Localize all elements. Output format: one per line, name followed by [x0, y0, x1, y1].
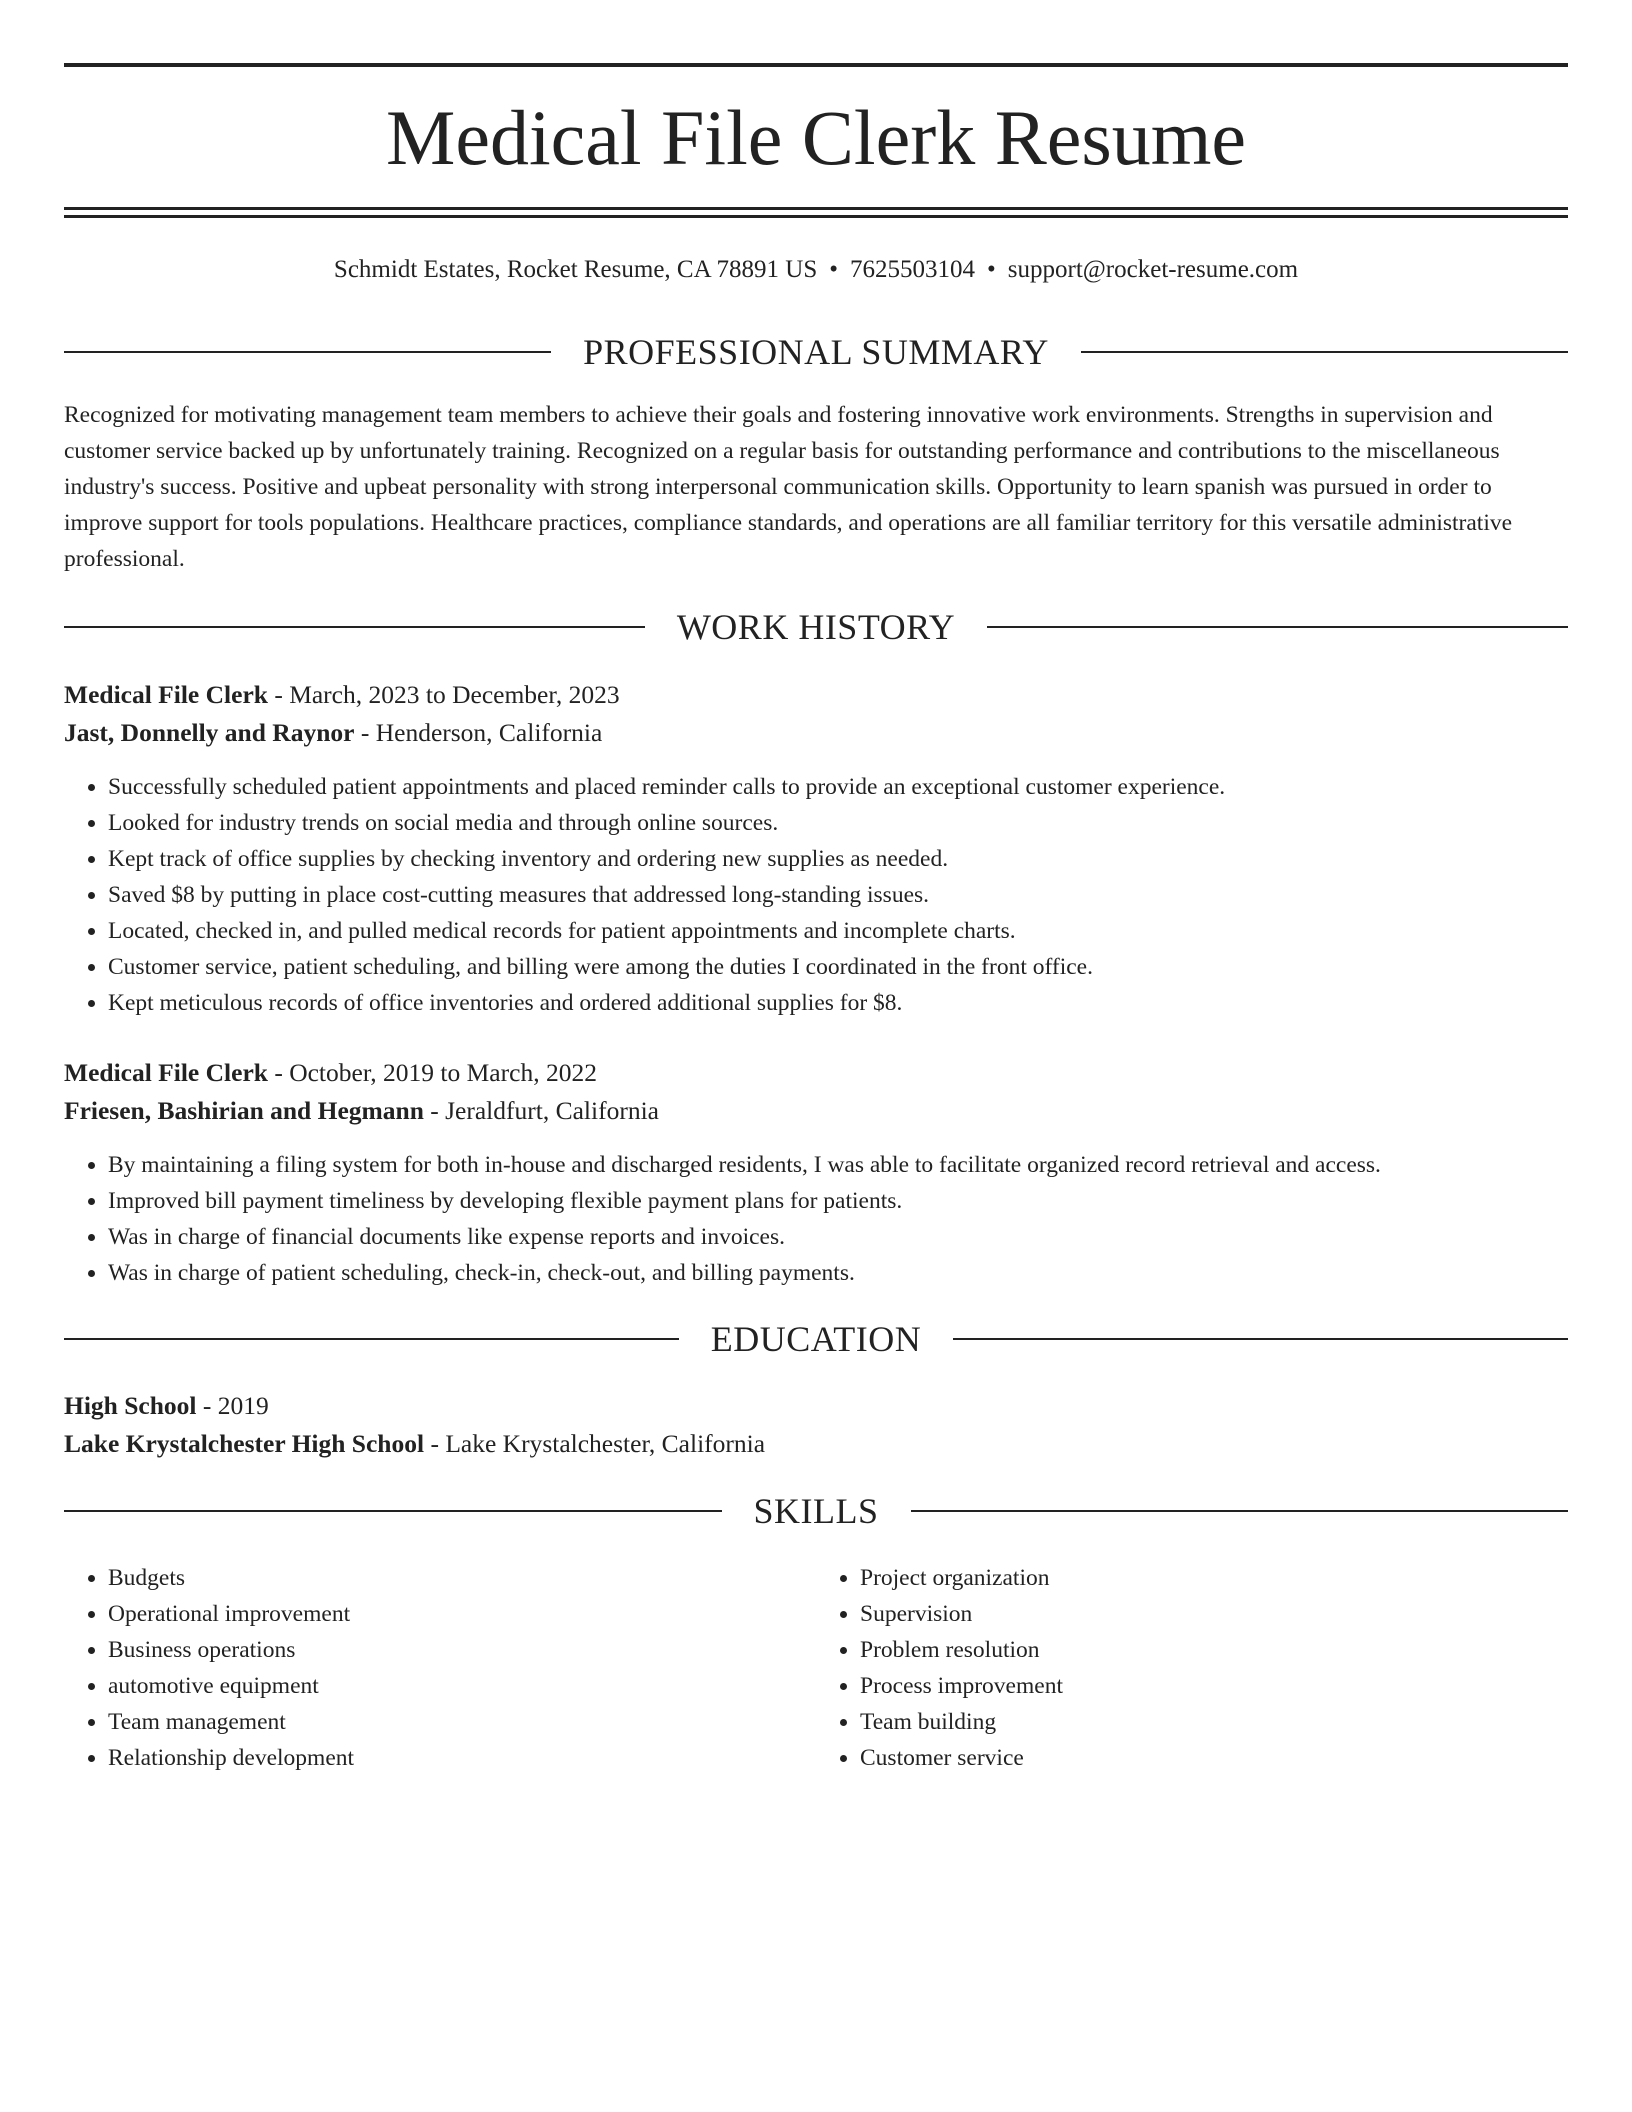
skills-columns	[64, 1560, 1568, 1776]
section-heading-summary	[64, 330, 1568, 374]
list-item: • Was in charge of financial documents like expense reports and invoices.	[108, 1219, 1568, 1255]
job-title-line	[64, 676, 1568, 714]
divider	[953, 1338, 1568, 1340]
list-item: • Was in charge of patient scheduling, check-in, check-out, and billing payments.	[108, 1255, 1568, 1291]
divider	[911, 1510, 1569, 1512]
education-entry	[64, 1387, 1568, 1463]
divider	[64, 626, 645, 628]
contact-phone: 7625503104	[850, 256, 976, 283]
job-company: Jast, Donnelly and Raynor	[64, 718, 355, 747]
list-item: • Customer service, patient scheduling, and billing were among the duties I coordinated in the front office.	[108, 949, 1568, 985]
education-degree: High School	[64, 1391, 197, 1420]
education-degree-line	[64, 1387, 1568, 1425]
title-double-rule	[64, 207, 1568, 218]
job-bullets	[64, 769, 1568, 1021]
top-rule	[64, 63, 1568, 67]
list-item: • Business operations	[108, 1632, 816, 1668]
section-heading-skills	[64, 1489, 1568, 1533]
list-item: • Customer service	[860, 1740, 1568, 1776]
job-header	[64, 1054, 1568, 1130]
list-item: • Project organization	[860, 1560, 1568, 1596]
divider	[64, 351, 551, 353]
divider	[64, 1510, 722, 1512]
job-title: Medical File Clerk	[64, 680, 268, 709]
list-item: • Improved bill payment timeliness by developing flexible payment plans for patients.	[108, 1183, 1568, 1219]
list-item: • Problem resolution	[860, 1632, 1568, 1668]
job-company: Friesen, Bashirian and Hegmann	[64, 1096, 424, 1125]
section-heading-work	[64, 605, 1568, 649]
divider	[64, 1338, 679, 1340]
job-title-line	[64, 1054, 1568, 1092]
list-item: • Supervision	[860, 1596, 1568, 1632]
education-year: - 2019	[196, 1391, 269, 1420]
section-title: PROFESSIONAL SUMMARY	[583, 332, 1049, 372]
education-school: Lake Krystalchester High School	[64, 1429, 425, 1458]
education-location: - Lake Krystalchester, California	[424, 1429, 766, 1458]
skills-list-right	[816, 1560, 1568, 1776]
divider	[987, 626, 1568, 628]
contact-email: support@rocket-resume.com	[1007, 256, 1299, 283]
education-school-line	[64, 1425, 1568, 1463]
list-item: • Looked for industry trends on social media and through online sources.	[108, 805, 1568, 841]
page-title: Medical File Clerk Resume	[386, 94, 1246, 181]
list-item: • automotive equipment	[108, 1668, 816, 1704]
section-heading-education	[64, 1317, 1568, 1361]
contact-line	[64, 252, 1568, 288]
contact-separator: •	[987, 256, 996, 283]
job-bullets	[64, 1147, 1568, 1291]
list-item: • Kept track of office supplies by checking inventory and ordering new supplies as needed.	[108, 841, 1568, 877]
job-dates: - March, 2023 to December, 2023	[267, 680, 620, 709]
job-company-line	[64, 1092, 1568, 1130]
divider	[1081, 351, 1568, 353]
list-item: • By maintaining a filing system for both in-house and discharged residents, I was able to facilitate organized record retrieval and access.	[108, 1147, 1568, 1183]
list-item: • Process improvement	[860, 1668, 1568, 1704]
job-header	[64, 676, 1568, 752]
list-item: • Team building	[860, 1704, 1568, 1740]
list-item: • Kept meticulous records of office inventories and ordered additional supplies for $8.	[108, 985, 1568, 1021]
list-item: • Relationship development	[108, 1740, 816, 1776]
list-item: • Successfully scheduled patient appointments and placed reminder calls to provide an exceptional customer experience.	[108, 769, 1568, 805]
list-item: • Located, checked in, and pulled medical records for patient appointments and incomplete charts.	[108, 913, 1568, 949]
job-location: - Jeraldfurt, California	[423, 1096, 659, 1125]
summary-paragraph: Recognized for motivating management team members to achieve their goals and fostering innovative work environments. Strengths in supervision and customer service backed up by unfortunately training. Recognized on a regular basis for outstanding performance and contributions to the miscellaneous industry's success. Positive and upbeat personality with strong interpersonal communication skills. Opportunity to learn spanish was pursued in order to improve support for tools populations. Healthcare practices, compliance standards, and operations are all familiar territory for this versatile administrative professional.	[64, 402, 1513, 572]
section-title: EDUCATION	[710, 1319, 922, 1359]
section-title: SKILLS	[753, 1491, 879, 1531]
list-item: • Operational improvement	[108, 1596, 816, 1632]
job-company-line	[64, 714, 1568, 752]
job-dates: - October, 2019 to March, 2022	[267, 1058, 597, 1087]
list-item: • Saved $8 by putting in place cost-cutting measures that addressed long-standing issues.	[108, 877, 1568, 913]
job-title: Medical File Clerk	[64, 1058, 268, 1087]
job-location: - Henderson, California	[354, 718, 603, 747]
skills-list-left	[64, 1560, 816, 1776]
contact-address: Schmidt Estates, Rocket Resume, CA 78891 US	[333, 256, 818, 283]
list-item: • Team management	[108, 1704, 816, 1740]
list-item: • Budgets	[108, 1560, 816, 1596]
section-title: WORK HISTORY	[676, 607, 956, 647]
contact-separator: •	[829, 256, 839, 283]
